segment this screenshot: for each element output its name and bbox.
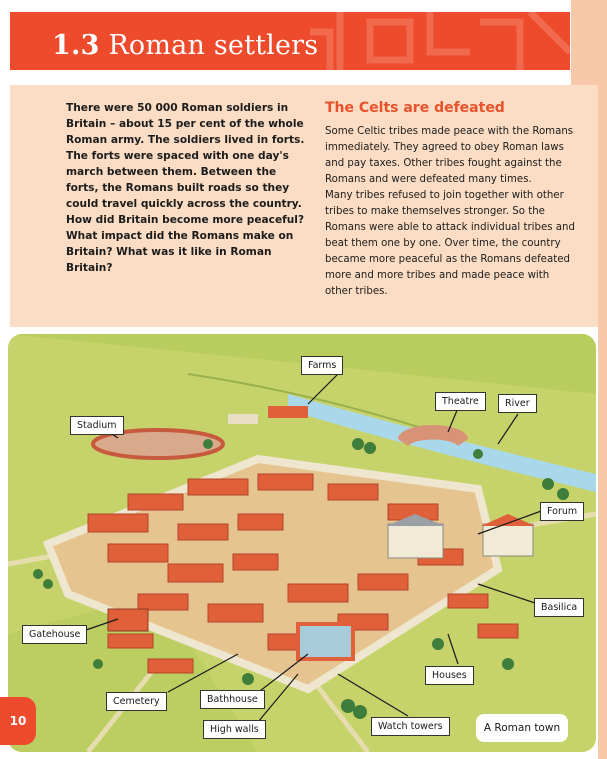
chapter-header (10, 12, 570, 70)
label-theatre: Theatre (435, 392, 486, 411)
label-bathhouse: Bathhouse (200, 690, 265, 709)
paragraph-1: Some Celtic tribes made peace with the Romans immediately. They agreed to obey Roman laws and pay taxes. Other tribes fought against the Romans and were defeated many times. (325, 126, 574, 185)
intro-text: There were 50 000 Roman soldiers in Britain – about 15 per cent of the whole Roman army. The soldiers lived in forts. The forts were spaced with one day's march between them. Between the forts, the Romans built roads so they could travel quickly across the country. How did Britain become more peaceful? What impact did the Romans make on Britain? What was it like in Roman Britain? (66, 102, 305, 274)
margin-strip (598, 85, 607, 759)
label-cemetery: Cemetery (106, 692, 167, 711)
label-high-walls: High walls (203, 720, 266, 739)
section-number: 1.3 (52, 30, 100, 61)
label-river: River (498, 394, 537, 413)
label-houses: Houses (425, 666, 474, 685)
section-heading: The Celts are defeated (325, 100, 505, 116)
corner-tab (571, 0, 607, 96)
label-farms: Farms (301, 356, 343, 375)
label-watch-towers: Watch towers (371, 717, 450, 736)
page-number: 10 (0, 697, 36, 745)
illustration-caption: A Roman town (476, 714, 568, 742)
paragraph-2: Many tribes refused to join together with other tribes to make themselves stronger. So the Romans were able to attack individual tribes and beat them one by one. Over time, the country became more peaceful as the Romans defeated more and more tribes and made peace with other tribes. (325, 190, 575, 297)
page-title (52, 30, 318, 61)
label-basilica: Basilica (534, 598, 584, 617)
label-forum: Forum (540, 502, 584, 521)
label-stadium: Stadium (70, 416, 124, 435)
section-title: Roman settlers (108, 30, 319, 61)
label-gatehouse: Gatehouse (22, 625, 87, 644)
section-body (325, 124, 577, 300)
